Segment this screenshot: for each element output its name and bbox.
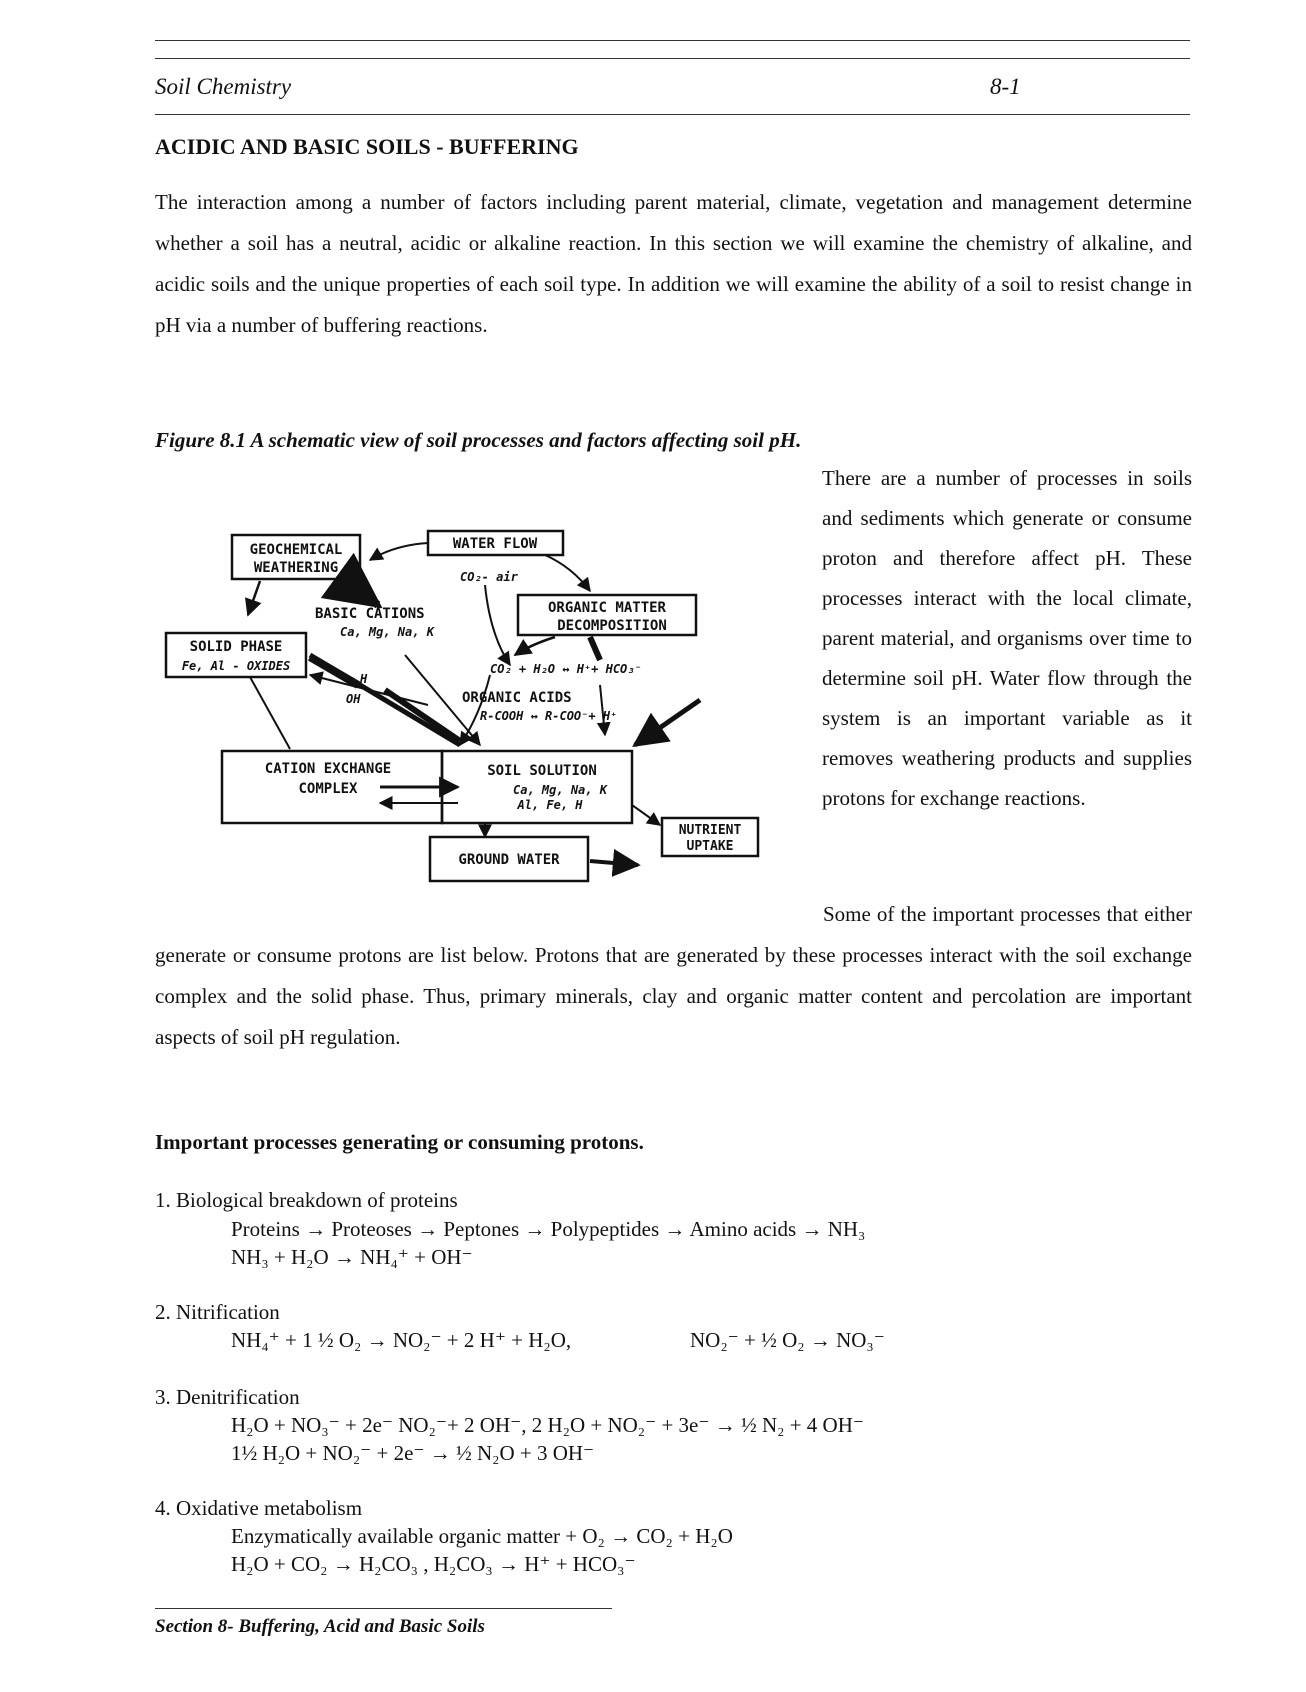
label-nutrient: NUTRIENT [678, 823, 742, 838]
section-heading: ACIDIC AND BASIC SOILS - BUFFERING [155, 134, 579, 159]
label-uptake: UPTAKE [686, 839, 734, 854]
page-number: 8-1 [990, 74, 1021, 99]
top-rule-2 [155, 58, 1190, 59]
label-organic-acids: ORGANIC ACIDS [462, 690, 572, 706]
label-complex: COMPLEX [298, 781, 358, 797]
label-water-flow: WATER FLOW [452, 536, 538, 552]
running-header-title: Soil Chemistry [155, 74, 292, 99]
label-decomposition: DECOMPOSITION [557, 618, 667, 634]
process-title-2: 2. Nitrification [155, 1300, 280, 1324]
process-2-equation-2: NO₂⁻ + ½ O₂ → NO₃⁻ [690, 1328, 885, 1352]
process-1-equation-2: NH₃ + H₂O → NH₄⁺ + OH⁻ [231, 1245, 473, 1269]
label-ground-water: GROUND WATER [458, 852, 560, 868]
process-2-equation-1: NH₄⁺ + 1 ½ O₂ → NO₂⁻ + 2 H⁺ + H₂O, [231, 1328, 572, 1352]
label-weathering: WEATHERING [253, 560, 339, 576]
label-cation-exchange: CATION EXCHANGE [264, 761, 392, 777]
label-organic-matter: ORGANIC MATTER [547, 600, 667, 616]
side-paragraph: There are a number of processes in soils and sediments which generate or consume proton and therefore affect pH. These processes interact with the local climate, parent material, and organisms over time to determine soil pH. Water flow through the system is an important variable as it removes weathering products and supplies protons for exchange reactions. [822, 466, 1192, 810]
process-1-equation-1: Proteins → Proteoses → Peptones → Polypeptides → Amino acids → NH₃ [231, 1217, 866, 1241]
label-basic-cations-list: Ca, Mg, Na, K [340, 625, 434, 639]
top-rule-1 [155, 40, 1190, 41]
process-title-3: 3. Denitrification [155, 1385, 300, 1409]
label-solution-ions-1: Ca, Mg, Na, K [513, 783, 607, 797]
process-3-equation-2: 1½ H₂O + NO₂⁻ + 2e⁻ → ½ N₂O + 3 OH⁻ [231, 1441, 595, 1465]
label-h: H [360, 672, 368, 686]
process-3-equation-1: H₂O + NO₃⁻ + 2e⁻ NO₂⁻+ 2 OH⁻, 2 H₂O + NO₂⁻ + 3e⁻ → ½ N₂ + 4 OH⁻ [231, 1413, 864, 1437]
label-co2-air: CO₂- air [460, 570, 518, 584]
page-footer: Section 8- Buffering, Acid and Basic Soils [155, 1616, 485, 1637]
continuation-paragraph: Some of the important processes that either generate or consume protons are list below. Protons that are generated by these processes interact with the soil exchange complex and the solid phase. Thus, primary minerals, clay and organic matter content and percolation are important aspects of soil pH regulation. [155, 902, 1192, 1049]
label-carbonic-eq: CO₂ + H₂O ↔ H⁺+ HCO₃⁻ [490, 662, 642, 676]
figure-caption: Figure 8.1 A schematic view of soil processes and factors affecting soil pH. [155, 428, 802, 452]
header-rule [155, 114, 1190, 115]
process-title-1: 1. Biological breakdown of proteins [155, 1188, 458, 1212]
label-solid-phase: SOLID PHASE [189, 639, 283, 655]
footer-rule [155, 1608, 612, 1609]
label-solution-ions-2: Al, Fe, H [517, 798, 583, 812]
processes-heading: Important processes generating or consuming protons. [155, 1130, 644, 1154]
process-4-equation-1: Enzymatically available organic matter + O₂ → CO₂ + H₂O [231, 1524, 733, 1548]
label-basic-cations: BASIC CATIONS [315, 606, 425, 622]
label-soil-solution: SOIL SOLUTION [487, 763, 597, 779]
label-rcooh-eq: R-COOH ↔ R-COO⁻+ H⁺ [480, 709, 618, 723]
process-title-4: 4. Oxidative metabolism [155, 1496, 363, 1520]
intro-paragraph: The interaction among a number of factors including parent material, climate, vegetation and management determine whether a soil has a neutral, acidic or alkaline reaction. In this section we will examine the chemistry of alkaline, and acidic soils and the unique properties of each soil type. In addition we will examine the ability of a soil to resist change in pH via a number of buffering reactions. [155, 190, 1192, 337]
soil-process-diagram [160, 505, 780, 925]
label-oh: OH [346, 692, 361, 706]
process-4-equation-2: H₂O + CO₂ → H₂CO₃ , H₂CO₃ → H⁺ + HCO₃⁻ [231, 1552, 636, 1576]
label-oxides: Fe, Al - OXIDES [181, 659, 291, 673]
label-geochemical: GEOCHEMICAL [249, 542, 343, 558]
